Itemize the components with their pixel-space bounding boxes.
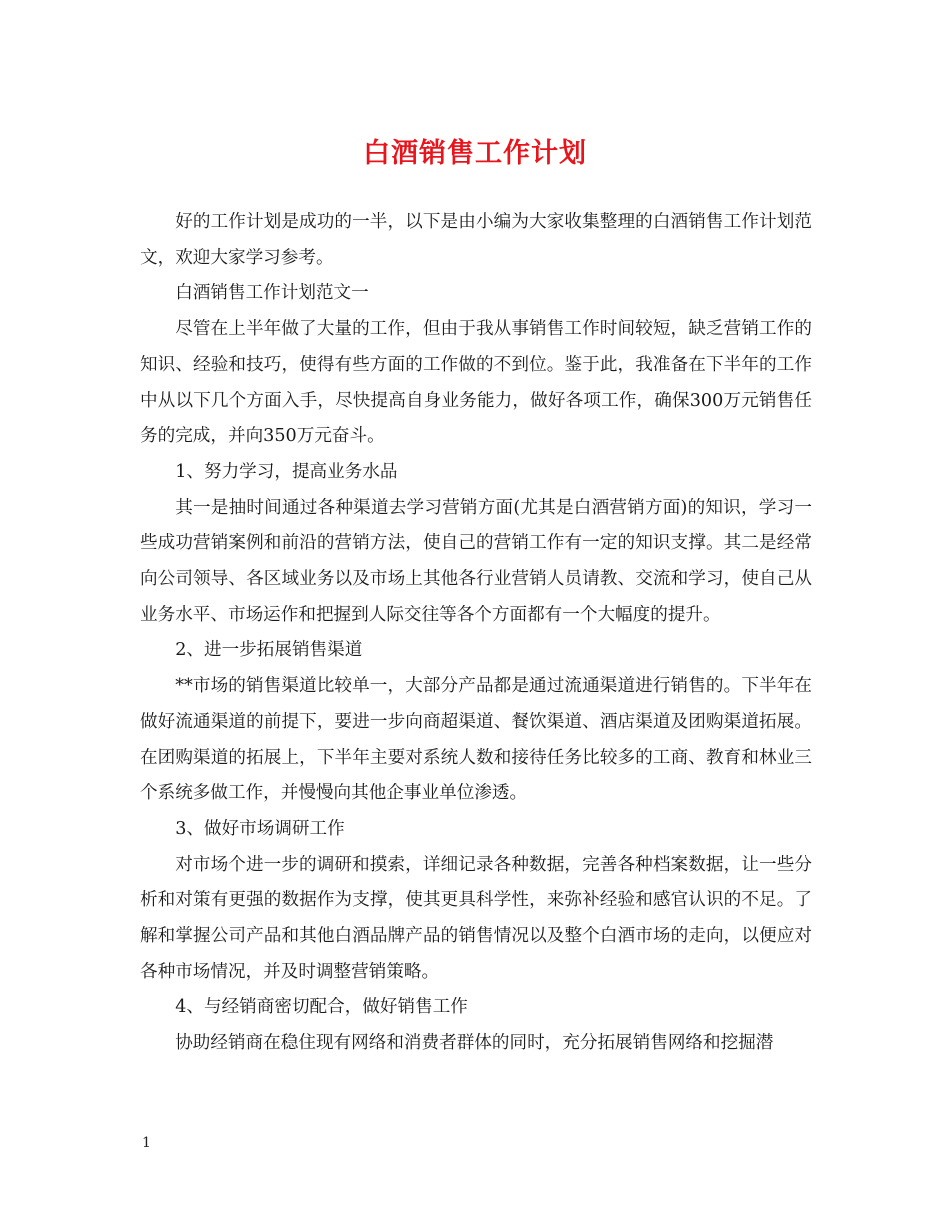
section-heading: 白酒销售工作计划范文一	[175, 283, 369, 304]
body-paragraph: 其一是抽时间通过各种渠道去学习营销方面(尤其是白酒营销方面)的知识，学习一些成功营销案例和前沿的营销方法，使自己的营销工作有一定的知识支撑。其二是经常向公司领导、各区域业务以及市场上其他各行业营销人员请教、交流和学习，使自己从业务水平、市场运作和把握到人际交往等各个方面都有一个大幅度的提升。	[140, 497, 812, 625]
section-heading: 4、与经销商密切配合，做好销售工作	[175, 997, 468, 1018]
body-paragraph: **市场的销售渠道比较单一，大部分产品都是通过流通渠道进行销售的。下半年在做好流通渠道的前提下，要进一步向商超渠道、餐饮渠道、酒店渠道及团购渠道拓展。在团购渠道的拓展上，下半年主要对系统人数和接待任务比较多的工商、教育和林业三个系统多做工作，并慢慢向其他企事业单位渗透。	[140, 676, 812, 804]
intro-paragraph: 好的工作计划是成功的一半，以下是由小编为大家收集整理的白酒销售工作计划范文，欢迎大家学习参考。	[140, 212, 812, 268]
section-heading: 3、做好市场调研工作	[175, 818, 345, 839]
section-heading: 2、进一步拓展销售渠道	[175, 640, 363, 661]
body-paragraph: 对市场个进一步的调研和摸索，详细记录各种数据，完善各种档案数据，让一些分析和对策有更强的数据作为支撑，使其更具科学性，来弥补经验和感官认识的不足。了解和掌握公司产品和其他白酒品牌产品的销售情况以及整个白酒市场的走向，以便应对各种市场情况，并及时调整营销策略。	[140, 854, 812, 982]
body-paragraph: 尽管在上半年做了大量的工作，但由于我从事销售工作时间较短，缺乏营销工作的知识、经验和技巧，使得有些方面的工作做的不到位。鉴于此，我准备在下半年的工作中从以下几个方面入手，尽快提高自身业务能力，做好各项工作，确保300万元销售任务的完成，并向350万元奋斗。	[140, 319, 812, 447]
page-number: 1	[142, 1135, 151, 1151]
body-paragraph: 协助经销商在稳住现有网络和消费者群体的同时，充分拓展销售网络和挖掘潜	[175, 1033, 774, 1054]
document-title: 白酒销售工作计划	[363, 138, 587, 169]
document-body	[140, 205, 812, 1062]
section-heading: 1、努力学习，提高业务水品	[175, 461, 398, 482]
